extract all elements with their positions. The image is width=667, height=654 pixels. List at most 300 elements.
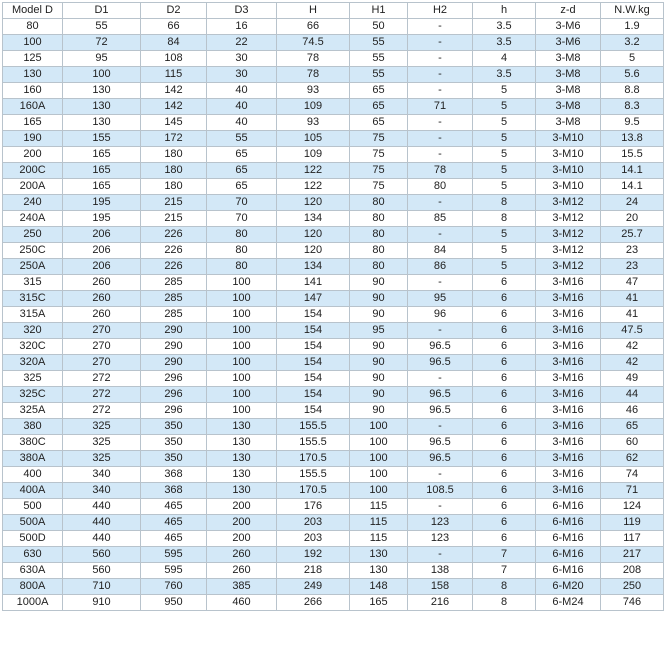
table-cell: 5 — [473, 115, 536, 131]
table-cell: 134 — [277, 211, 350, 227]
table-cell: 3-M12 — [536, 243, 601, 259]
table-cell: 100 — [3, 35, 63, 51]
table-cell: 80 — [207, 259, 277, 275]
table-cell: 260 — [63, 307, 141, 323]
table-cell: 71 — [408, 99, 473, 115]
table-cell: 165 — [350, 595, 408, 611]
table-cell: 710 — [63, 579, 141, 595]
table-cell: 100 — [207, 291, 277, 307]
table-cell: 746 — [601, 595, 664, 611]
table-cell: 6 — [473, 323, 536, 339]
table-cell: 154 — [277, 371, 350, 387]
table-cell: 96.5 — [408, 339, 473, 355]
column-header: H1 — [350, 3, 408, 19]
table-cell: 40 — [207, 83, 277, 99]
table-cell: 165 — [63, 163, 141, 179]
table-cell: 85 — [408, 211, 473, 227]
table-cell: 5 — [473, 179, 536, 195]
table-cell: 3-M10 — [536, 147, 601, 163]
table-cell: 148 — [350, 579, 408, 595]
table-cell: 340 — [63, 483, 141, 499]
table-cell: 6 — [473, 499, 536, 515]
table-cell: 270 — [63, 355, 141, 371]
table-cell: 145 — [141, 115, 207, 131]
table-cell: 315C — [3, 291, 63, 307]
table-row — [3, 115, 664, 131]
table-cell: 3.5 — [473, 35, 536, 51]
table-cell: 42 — [601, 355, 664, 371]
table-cell: 3-M16 — [536, 275, 601, 291]
table-cell: 200A — [3, 179, 63, 195]
table-cell: 96.5 — [408, 451, 473, 467]
table-cell: 8 — [473, 579, 536, 595]
table-cell: 800A — [3, 579, 63, 595]
table-cell: 270 — [63, 323, 141, 339]
table-cell: 380C — [3, 435, 63, 451]
table-cell: 96.5 — [408, 355, 473, 371]
table-cell: 3-M8 — [536, 99, 601, 115]
table-cell: - — [408, 131, 473, 147]
table-cell: 290 — [141, 323, 207, 339]
table-cell: 55 — [350, 67, 408, 83]
table-cell: 55 — [63, 19, 141, 35]
table-cell: 3-M16 — [536, 435, 601, 451]
table-cell: 3-M12 — [536, 211, 601, 227]
table-cell: 130 — [207, 483, 277, 499]
table-cell: 100 — [207, 403, 277, 419]
table-cell: 109 — [277, 147, 350, 163]
table-cell: 368 — [141, 483, 207, 499]
table-cell: 630A — [3, 563, 63, 579]
table-cell: 14.1 — [601, 179, 664, 195]
table-cell: 200 — [3, 147, 63, 163]
table-cell: 6-M16 — [536, 547, 601, 563]
table-cell: 325 — [63, 435, 141, 451]
table-cell: 78 — [408, 163, 473, 179]
table-cell: 40 — [207, 99, 277, 115]
table-cell: 80 — [207, 243, 277, 259]
table-cell: 260 — [63, 275, 141, 291]
table-cell: 1000A — [3, 595, 63, 611]
table-cell: 6 — [473, 339, 536, 355]
table-cell: 325 — [63, 451, 141, 467]
table-cell: - — [408, 115, 473, 131]
table-cell: 130 — [207, 451, 277, 467]
table-cell: 195 — [63, 211, 141, 227]
table-cell: 5 — [473, 259, 536, 275]
table-cell: 100 — [207, 323, 277, 339]
table-cell: 400 — [3, 467, 63, 483]
table-cell: 296 — [141, 387, 207, 403]
table-cell: 90 — [350, 371, 408, 387]
table-cell: 16 — [207, 19, 277, 35]
table-cell: 122 — [277, 163, 350, 179]
table-row — [3, 291, 664, 307]
table-cell: 117 — [601, 531, 664, 547]
table-cell: 6 — [473, 371, 536, 387]
table-cell: 3-M16 — [536, 467, 601, 483]
table-cell: 3-M16 — [536, 307, 601, 323]
table-cell: 75 — [350, 179, 408, 195]
table-cell: - — [408, 35, 473, 51]
table-cell: 90 — [350, 339, 408, 355]
table-cell: 6 — [473, 483, 536, 499]
table-cell: 165 — [63, 179, 141, 195]
table-cell: 272 — [63, 387, 141, 403]
table-cell: 22 — [207, 35, 277, 51]
table-cell: 96 — [408, 307, 473, 323]
table-cell: 6 — [473, 355, 536, 371]
table-cell: 200 — [207, 515, 277, 531]
table-cell: - — [408, 371, 473, 387]
table-cell: 3-M16 — [536, 371, 601, 387]
spec-table — [2, 2, 664, 611]
table-cell: 3-M16 — [536, 483, 601, 499]
table-cell: 170.5 — [277, 483, 350, 499]
table-cell: 216 — [408, 595, 473, 611]
table-cell: 3-M10 — [536, 131, 601, 147]
table-row — [3, 419, 664, 435]
table-cell: - — [408, 147, 473, 163]
table-cell: 195 — [63, 195, 141, 211]
table-cell: 154 — [277, 339, 350, 355]
table-cell: 130 — [63, 83, 141, 99]
table-cell: 72 — [63, 35, 141, 51]
table-row — [3, 131, 664, 147]
table-cell: 6 — [473, 451, 536, 467]
table-cell: - — [408, 467, 473, 483]
table-cell: - — [408, 67, 473, 83]
table-cell: 180 — [141, 163, 207, 179]
table-cell: 172 — [141, 131, 207, 147]
table-cell: 6 — [473, 307, 536, 323]
table-cell: 9.5 — [601, 115, 664, 131]
table-row — [3, 259, 664, 275]
table-cell: 8.3 — [601, 99, 664, 115]
table-cell: 240A — [3, 211, 63, 227]
table-cell: 14.1 — [601, 163, 664, 179]
table-cell: 630 — [3, 547, 63, 563]
table-cell: 5 — [473, 243, 536, 259]
table-cell: 115 — [350, 515, 408, 531]
table-cell: 5 — [473, 227, 536, 243]
table-cell: 4 — [473, 51, 536, 67]
column-header: H — [277, 3, 350, 19]
table-cell: 60 — [601, 435, 664, 451]
table-cell: 500 — [3, 499, 63, 515]
table-cell: 350 — [141, 419, 207, 435]
table-cell: 74 — [601, 467, 664, 483]
table-cell: 90 — [350, 403, 408, 419]
table-cell: 296 — [141, 403, 207, 419]
column-header: D1 — [63, 3, 141, 19]
table-cell: 130 — [350, 563, 408, 579]
table-cell: 154 — [277, 403, 350, 419]
table-cell: 595 — [141, 563, 207, 579]
table-cell: 3-M16 — [536, 355, 601, 371]
table-row — [3, 403, 664, 419]
table-cell: 147 — [277, 291, 350, 307]
table-cell: 30 — [207, 51, 277, 67]
table-row — [3, 435, 664, 451]
table-cell: 7 — [473, 547, 536, 563]
table-cell: - — [408, 323, 473, 339]
table-cell: 1.9 — [601, 19, 664, 35]
table-cell: 66 — [141, 19, 207, 35]
table-cell: 154 — [277, 323, 350, 339]
table-cell: 3-M16 — [536, 403, 601, 419]
table-cell: 6-M16 — [536, 499, 601, 515]
table-cell: 5.6 — [601, 67, 664, 83]
table-cell: 260 — [63, 291, 141, 307]
table-cell: 465 — [141, 515, 207, 531]
table-cell: - — [408, 19, 473, 35]
table-row — [3, 99, 664, 115]
table-cell: 75 — [350, 163, 408, 179]
table-cell: - — [408, 547, 473, 563]
table-cell: 158 — [408, 579, 473, 595]
column-header: D3 — [207, 3, 277, 19]
table-row — [3, 579, 664, 595]
table-cell: 41 — [601, 307, 664, 323]
table-cell: 320A — [3, 355, 63, 371]
table-cell: 3-M10 — [536, 179, 601, 195]
table-row — [3, 227, 664, 243]
table-cell: 138 — [408, 563, 473, 579]
table-row — [3, 595, 664, 611]
table-row — [3, 467, 664, 483]
table-cell: 6 — [473, 531, 536, 547]
table-cell: 66 — [277, 19, 350, 35]
table-cell: 130 — [63, 99, 141, 115]
table-cell: 296 — [141, 371, 207, 387]
table-cell: 115 — [141, 67, 207, 83]
table-cell: 96.5 — [408, 387, 473, 403]
table-cell: 65 — [601, 419, 664, 435]
table-cell: 465 — [141, 499, 207, 515]
table-cell: 6 — [473, 515, 536, 531]
table-cell: 80 — [350, 195, 408, 211]
table-cell: 47.5 — [601, 323, 664, 339]
table-cell: 100 — [350, 467, 408, 483]
table-cell: 120 — [277, 195, 350, 211]
table-cell: 165 — [3, 115, 63, 131]
table-cell: - — [408, 195, 473, 211]
table-cell: 130 — [207, 435, 277, 451]
table-cell: 155.5 — [277, 435, 350, 451]
column-header: z-d — [536, 3, 601, 19]
table-cell: 250 — [601, 579, 664, 595]
table-cell: - — [408, 227, 473, 243]
table-cell: 190 — [3, 131, 63, 147]
table-cell: 90 — [350, 387, 408, 403]
table-cell: - — [408, 51, 473, 67]
table-cell: 100 — [207, 355, 277, 371]
table-cell: 950 — [141, 595, 207, 611]
table-cell: 6 — [473, 435, 536, 451]
table-cell: 3-M16 — [536, 339, 601, 355]
table-row — [3, 83, 664, 99]
table-cell: 154 — [277, 307, 350, 323]
table-cell: 108 — [141, 51, 207, 67]
table-cell: - — [408, 499, 473, 515]
table-cell: 8 — [473, 211, 536, 227]
table-cell: 290 — [141, 355, 207, 371]
table-cell: 100 — [207, 387, 277, 403]
table-row — [3, 179, 664, 195]
table-cell: 142 — [141, 83, 207, 99]
table-cell: 6-M16 — [536, 515, 601, 531]
table-cell: 90 — [350, 355, 408, 371]
table-cell: 70 — [207, 195, 277, 211]
table-cell: 84 — [408, 243, 473, 259]
table-cell: 910 — [63, 595, 141, 611]
table-cell: 3.5 — [473, 67, 536, 83]
table-cell: 109 — [277, 99, 350, 115]
table-cell: 130 — [350, 547, 408, 563]
table-cell: 6 — [473, 275, 536, 291]
table-cell: 200C — [3, 163, 63, 179]
table-cell: 3-M8 — [536, 115, 601, 131]
table-row — [3, 19, 664, 35]
table-cell: 6 — [473, 403, 536, 419]
table-cell: 55 — [350, 51, 408, 67]
table-cell: 200 — [207, 531, 277, 547]
table-cell: 200 — [207, 499, 277, 515]
table-cell: 100 — [207, 371, 277, 387]
table-cell: 560 — [63, 547, 141, 563]
table-cell: 130 — [207, 419, 277, 435]
table-cell: 165 — [63, 147, 141, 163]
table-cell: 80 — [350, 211, 408, 227]
table-cell: 440 — [63, 531, 141, 547]
table-row — [3, 499, 664, 515]
table-cell: 141 — [277, 275, 350, 291]
table-cell: 560 — [63, 563, 141, 579]
table-cell: 90 — [350, 307, 408, 323]
table-cell: 80 — [350, 243, 408, 259]
table-cell: 65 — [350, 99, 408, 115]
table-cell: 325 — [63, 419, 141, 435]
table-cell: 30 — [207, 67, 277, 83]
table-cell: 3-M6 — [536, 35, 601, 51]
table-cell: 180 — [141, 147, 207, 163]
table-cell: 95 — [63, 51, 141, 67]
table-cell: 3-M8 — [536, 83, 601, 99]
table-row — [3, 339, 664, 355]
table-cell: 8.8 — [601, 83, 664, 99]
table-cell: 120 — [277, 243, 350, 259]
table-row — [3, 211, 664, 227]
table-cell: 80 — [3, 19, 63, 35]
table-cell: 3-M8 — [536, 51, 601, 67]
table-cell: 226 — [141, 227, 207, 243]
table-cell: 266 — [277, 595, 350, 611]
table-cell: 42 — [601, 339, 664, 355]
table-cell: 380A — [3, 451, 63, 467]
table-cell: 130 — [207, 467, 277, 483]
table-cell: 65 — [207, 163, 277, 179]
column-header: h — [473, 3, 536, 19]
table-cell: 47 — [601, 275, 664, 291]
table-cell: 130 — [3, 67, 63, 83]
table-cell: 3-M16 — [536, 419, 601, 435]
table-cell: 46 — [601, 403, 664, 419]
table-cell: 250C — [3, 243, 63, 259]
table-cell: 71 — [601, 483, 664, 499]
table-cell: 206 — [63, 259, 141, 275]
table-cell: 142 — [141, 99, 207, 115]
table-cell: 6 — [473, 387, 536, 403]
table-cell: 180 — [141, 179, 207, 195]
table-cell: 5 — [473, 99, 536, 115]
table-cell: 500A — [3, 515, 63, 531]
table-cell: 3-M12 — [536, 227, 601, 243]
table-cell: 320C — [3, 339, 63, 355]
table-cell: 78 — [277, 51, 350, 67]
table-cell: 325 — [3, 371, 63, 387]
table-cell: 96.5 — [408, 435, 473, 451]
table-cell: 285 — [141, 307, 207, 323]
table-cell: 325A — [3, 403, 63, 419]
table-cell: 155 — [63, 131, 141, 147]
table-cell: 100 — [207, 275, 277, 291]
table-row — [3, 531, 664, 547]
table-cell: 226 — [141, 243, 207, 259]
table-cell: 134 — [277, 259, 350, 275]
table-header-row — [3, 3, 664, 19]
table-cell: 250 — [3, 227, 63, 243]
table-cell: 49 — [601, 371, 664, 387]
table-cell: - — [408, 83, 473, 99]
table-cell: 13.8 — [601, 131, 664, 147]
column-header: Model D — [3, 3, 63, 19]
table-cell: 78 — [277, 67, 350, 83]
table-cell: 80 — [207, 227, 277, 243]
table-cell: 206 — [63, 227, 141, 243]
table-cell: 6 — [473, 467, 536, 483]
table-row — [3, 307, 664, 323]
table-cell: 80 — [350, 259, 408, 275]
table-row — [3, 483, 664, 499]
table-cell: 350 — [141, 451, 207, 467]
table-cell: 80 — [408, 179, 473, 195]
table-cell: 25.7 — [601, 227, 664, 243]
table-cell: 65 — [207, 147, 277, 163]
table-cell: 15.5 — [601, 147, 664, 163]
table-cell: 115 — [350, 499, 408, 515]
table-cell: 760 — [141, 579, 207, 595]
table-body — [3, 19, 664, 611]
table-cell: 440 — [63, 499, 141, 515]
table-cell: 74.5 — [277, 35, 350, 51]
table-cell: 285 — [141, 291, 207, 307]
table-cell: 3-M8 — [536, 67, 601, 83]
table-cell: 65 — [350, 115, 408, 131]
table-cell: 350 — [141, 435, 207, 451]
table-cell: 130 — [63, 115, 141, 131]
table-cell: 3-M10 — [536, 163, 601, 179]
table-cell: 325C — [3, 387, 63, 403]
table-cell: 215 — [141, 211, 207, 227]
table-cell: 44 — [601, 387, 664, 403]
table-cell: 226 — [141, 259, 207, 275]
table-cell: 65 — [350, 83, 408, 99]
table-cell: 203 — [277, 515, 350, 531]
table-cell: 55 — [207, 131, 277, 147]
table-cell: 80 — [350, 227, 408, 243]
table-cell: 6-M20 — [536, 579, 601, 595]
